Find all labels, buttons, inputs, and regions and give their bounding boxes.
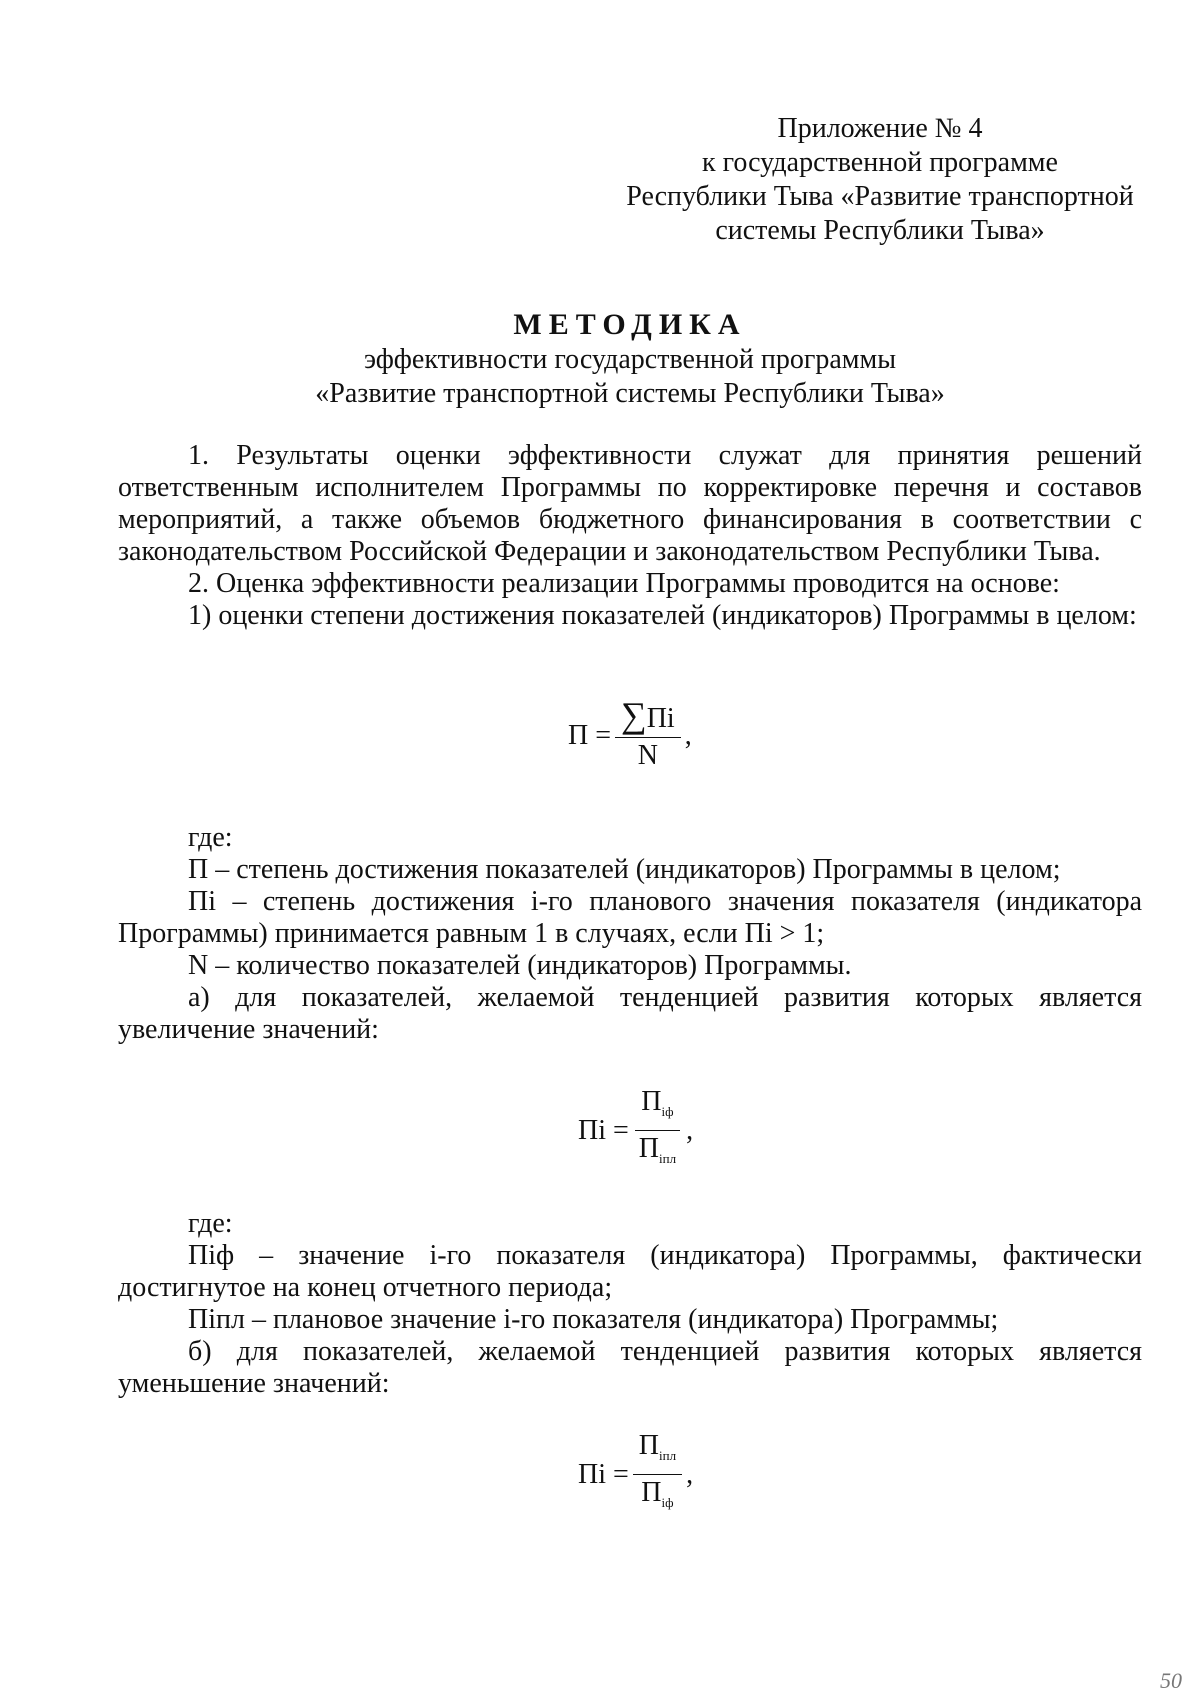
formula-3-tail: , [686,1458,694,1490]
formula-3-numerator [633,1430,682,1475]
formula-2-tail: , [686,1114,694,1146]
definition-P: П – степень достижения показателей (индикаторов) Программы в целом; [188,854,1061,885]
formula-2-lhs: Пi = [578,1114,629,1146]
formula-3-num-sub: iпл [659,1448,677,1463]
formula-2-den-main: П [638,1133,660,1164]
formula-1-tail: , [684,720,692,751]
definition-Pif: Пiф – значение i-го показателя (индикатора) Программы, фактически достигнутое на конец отчетного периода; [118,1240,1142,1303]
formula-3-den-main: П [641,1477,662,1508]
paragraph-1: 1. Результаты оценки эффективности служат для принятия решений ответственным исполнителем Программы по корректировке перечня и составов мероприятий, а также объемов бюджетного финансирования в соответствии с законодательством Российской Федерации и законодательством Республики Тыва. [118,440,1142,567]
definition-Pi: Пi – степень достижения i-го планового значения показателя (индикатора Программы) принимается равным 1 в случаях, если Пi > 1; [118,886,1142,949]
definition-N: N – количество показателей (индикаторов) Программы. [188,950,852,981]
formula-decrease [578,1430,693,1519]
formula-2-fraction [633,1086,682,1175]
document-title: МЕТОДИКА [513,308,747,341]
formula-2-num-sub: iф [661,1104,674,1119]
page-number-mark: 50 [1160,1668,1182,1693]
formula-3-num-main: П [638,1430,660,1461]
item-a: а) для показателей, желаемой тенденцией развития которых является увеличение значений: [118,982,1142,1045]
sigma-symbol: ∑ [621,695,647,735]
appendix-line-3: Республики Тыва «Развитие транспортной [626,181,1134,212]
item-b: б) для показателей, желаемой тенденцией развития которых является уменьшение значений: [118,1336,1142,1399]
formula-2-numerator [635,1086,679,1131]
formula-2-denominator [633,1131,682,1175]
paragraph-2: 2. Оценка эффективности реализации Программы проводится на основе: [188,568,1060,599]
formula-1-denominator: N [637,740,658,771]
formula-1-lhs: П = [568,720,612,751]
formula-1-numerator [615,695,681,738]
formula-2-num-main: П [641,1086,662,1117]
document-subtitle-1: эффективности государственной программы [363,344,897,375]
body-block-1 [118,440,1142,632]
formula-increase [578,1086,693,1175]
document-subtitle-2: «Развитие транспортной системы Республики Тыва» [315,378,945,409]
appendix-line-4: системы Республики Тыва» [715,215,1045,246]
formula-1-fraction [615,695,681,772]
body-block-3 [118,1208,1142,1400]
paragraph-3: 1) оценки степени достижения показателей (индикаторов) Программы в целом: [188,600,1137,631]
formula-3-den-sub: iф [661,1495,674,1510]
formula-1-num-text: Пi [646,703,675,734]
appendix-line-1: Приложение № 4 [777,113,983,144]
formula-3-lhs: Пi = [578,1458,629,1490]
body-block-2 [118,822,1142,1046]
title-block [120,307,1140,411]
where-label-2: где: [188,1208,233,1239]
appendix-line-2: к государственной программе [702,147,1058,178]
definition-Pipl: Пiпл – плановое значение i-го показателя (индикатора) Программы; [188,1304,999,1335]
formula-3-denominator [635,1475,679,1519]
appendix-header [600,112,1160,248]
where-label-1: где: [188,822,233,853]
formula-total-index [568,695,692,772]
formula-3-fraction [633,1430,682,1519]
formula-2-den-sub: iпл [659,1151,677,1166]
